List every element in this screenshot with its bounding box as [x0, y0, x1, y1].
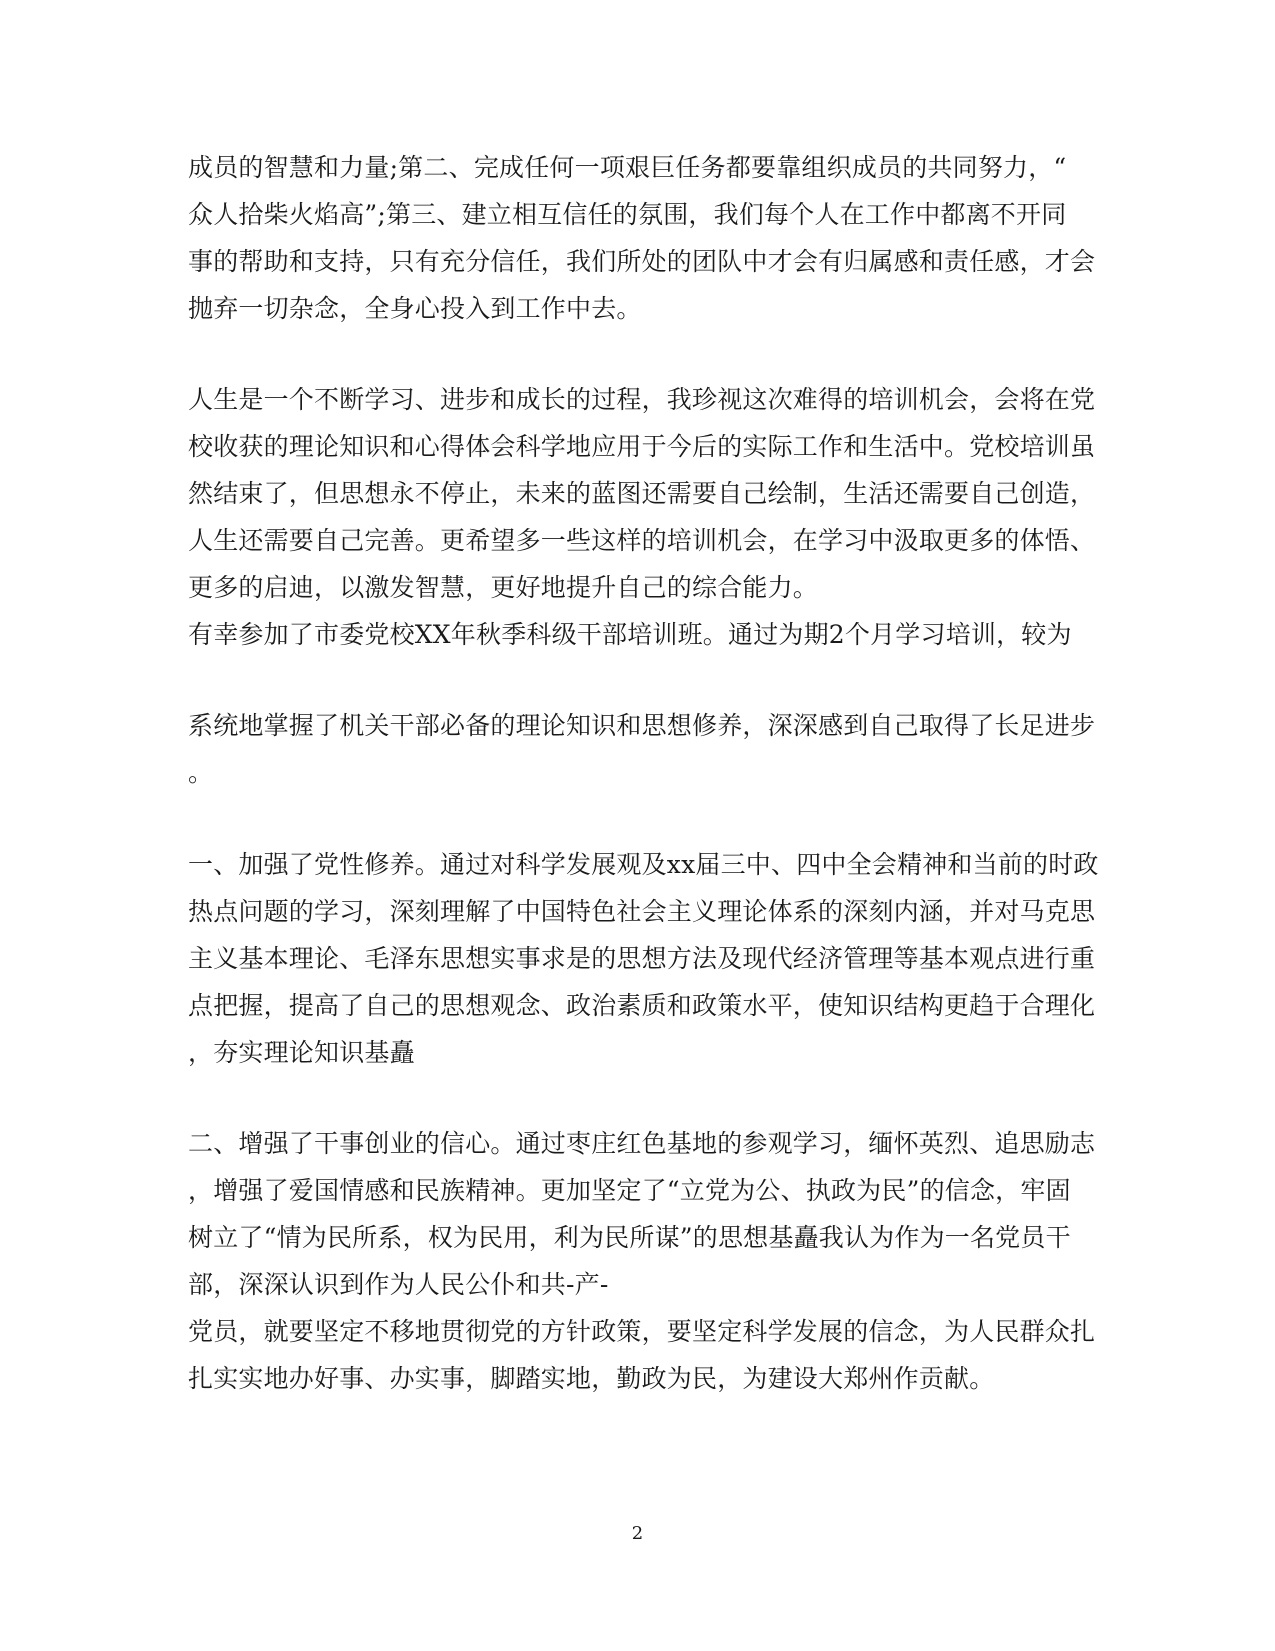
paragraph-4-line-4: 点把握，提高了自己的思想观念、政治素质和政策水平，使知识结构更趋于合理化 [188, 991, 1096, 1020]
paragraph-5-line-2: ，增强了爱国情感和民族精神。更加坚定了“立党为公、执政为民”的信念，牢固 [188, 1176, 1071, 1205]
paragraph-2-line-6: 有幸参加了市委党校XX年秋季科级干部培训班。通过为期2个月学习培训，较为 [188, 620, 1072, 649]
paragraph-2-line-3: 然结束了，但思想永不停止，未来的蓝图还需要自己绘制，生活还需要自己创造， [188, 479, 1096, 508]
paragraph-5-line-1: 二、增强了干事创业的信心。通过枣庄红色基地的参观学习，缅怀英烈、追思励志 [188, 1129, 1096, 1158]
paragraph-1-line-4: 抛弃一切杂念，全身心投入到工作中去。 [188, 294, 642, 323]
paragraph-5-line-5: 党员，就要坚定不移地贯彻党的方针政策，要坚定科学发展的信念，为人民群众扎 [188, 1317, 1096, 1346]
paragraph-5-line-4: 部，深深认识到作为人民公仆和共-产- [188, 1270, 609, 1299]
page-number: 2 [631, 1523, 644, 1544]
paragraph-1-line-1: 成员的智慧和力量;第二、完成任何一项艰巨任务都要靠组织成员的共同努力，“ [188, 153, 1067, 182]
paragraph-4-line-1: 一、加强了党性修养。通过对科学发展观及xx届三中、四中全会精神和当前的时政 [188, 850, 1099, 879]
paragraph-2-line-1: 人生是一个不断学习、进步和成长的过程，我珍视这次难得的培训机会，会将在党 [188, 385, 1096, 414]
paragraph-2-line-5: 更多的启迪，以激发智慧，更好地提升自己的综合能力。 [188, 573, 819, 602]
paragraph-2-line-4: 人生还需要自己完善。更希望多一些这样的培训机会，在学习中汲取更多的体悟、 [188, 526, 1096, 555]
paragraph-4-line-3: 主义基本理论、毛泽东思想实事求是的思想方法及现代经济管理等基本观点进行重 [188, 944, 1096, 973]
paragraph-5-line-6: 扎实实地办好事、办实事，脚踏实地，勤政为民，为建设大郑州作贡献。 [188, 1364, 995, 1393]
paragraph-1-line-3: 事的帮助和支持，只有充分信任，我们所处的团队中才会有归属感和责任感，才会 [188, 247, 1096, 276]
paragraph-5-line-3: 树立了“情为民所系，权为民用，利为民所谋”的思想基矗我认为作为一名党员干 [188, 1223, 1071, 1252]
paragraph-3-line-1: 系统地掌握了机关干部必备的理论知识和思想修养，深深感到自己取得了长足进步 [188, 711, 1096, 740]
paragraph-2-line-2: 校收获的理论知识和心得体会科学地应用于今后的实际工作和生活中。党校培训虽 [188, 432, 1096, 461]
paragraph-4-line-2: 热点问题的学习，深刻理解了中国特色社会主义理论体系的深刻内涵，并对马克思 [188, 897, 1096, 926]
paragraph-3-line-2: 。 [188, 758, 214, 787]
paragraph-1-line-2: 众人拾柴火焰高”;第三、建立相互信任的氛围，我们每个人在工作中都离不开同 [188, 200, 1067, 229]
paragraph-4-line-5: ，夯实理论知识基矗 [188, 1038, 415, 1067]
